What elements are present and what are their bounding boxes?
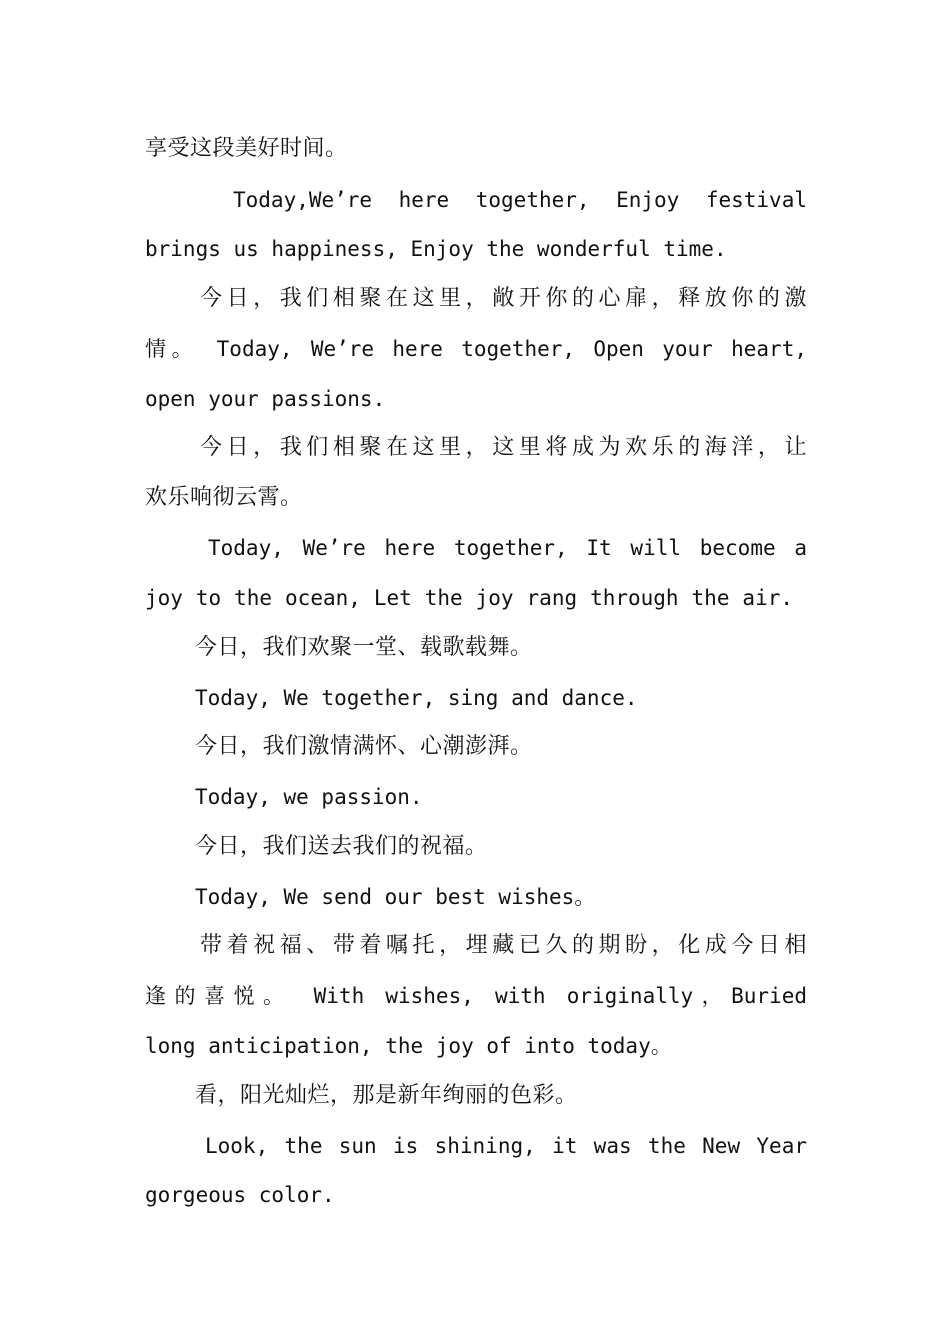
text-line: 带着祝福、带着嘱托，埋藏已久的期盼，化成今日相 [200,933,807,958]
text-line: Today,We’re here together, Enjoy festival [233,188,807,212]
text-line: 享受这段美好时间。 [145,136,348,161]
text-line: 今日，我们激情满怀、心潮澎湃。 [195,734,533,759]
text-line: Today, We’re here together, It will become a [208,536,807,560]
text-line: Today, we passion. [195,785,423,809]
text-line: 情。 Today, We’re here together, Open your heart, [145,337,807,361]
text-line: open your passions. [145,387,386,411]
text-line: 今日，我们相聚在这里，这里将成为欢乐的海洋，让 [200,435,807,460]
text-line: 今日，我们相聚在这里，敞开你的心扉，释放你的激 [200,286,807,311]
text-line: long anticipation, the joy of into today。 [145,1034,672,1058]
text-line: 逢的喜悦。 With wishes, with originally，Buried [145,984,807,1008]
text-line: Today, We send our best wishes。 [195,885,596,909]
text-line: 欢乐响彻云霄。 [145,485,303,510]
text-line: brings us happiness, Enjoy the wonderful time. [145,237,727,261]
text-line: gorgeous color. [145,1183,335,1207]
text-line: 看，阳光灿烂，那是新年绚丽的色彩。 [195,1083,578,1108]
text-line: 今日，我们欢聚一堂、载歌载舞。 [195,635,533,660]
text-line: Look, the sun is shining, it was the New Year [205,1134,807,1158]
text-line: Today, We together, sing and dance. [195,686,638,710]
text-line: joy to the ocean, Let the joy rang through the air. [145,586,793,610]
text-line: 今日，我们送去我们的祝福。 [195,834,488,859]
